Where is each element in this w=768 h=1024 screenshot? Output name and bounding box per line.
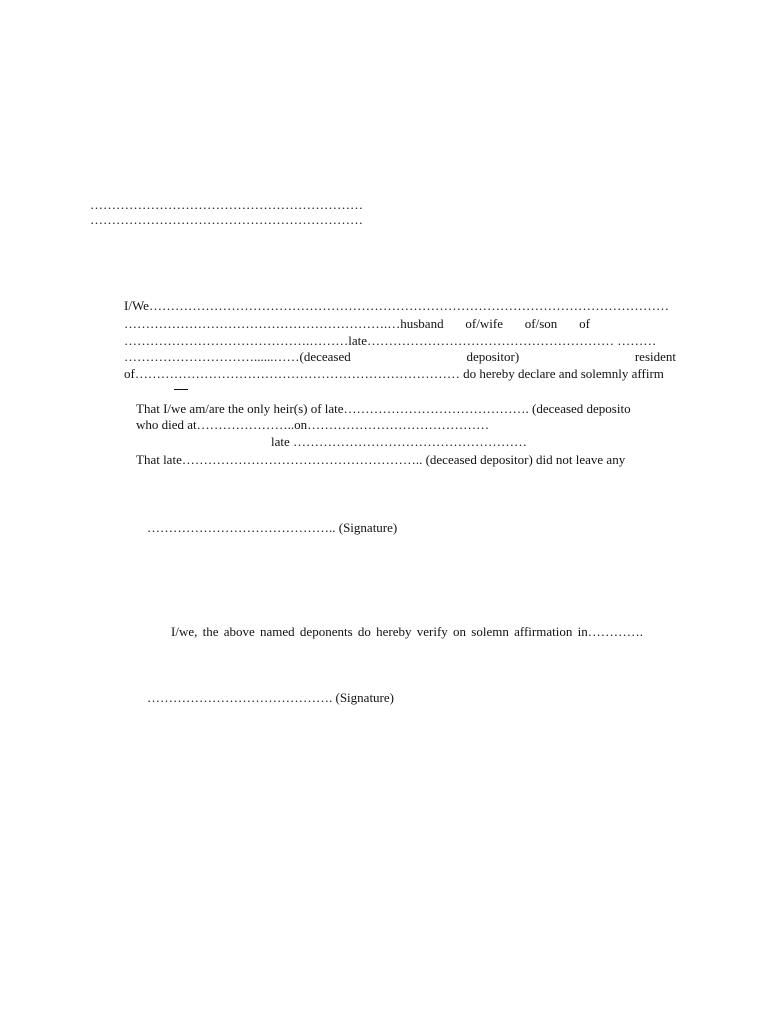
signature-line: ……………………………………. (Signature) xyxy=(147,690,394,705)
signature-line: …………………………………….. (Signature) xyxy=(147,520,398,535)
depositor-label: depositor) xyxy=(466,349,520,364)
resident-label: resident xyxy=(634,349,676,364)
statement-did-not-leave: That late……………………………………………….. (deceased depositor) did not leave any xyxy=(136,452,626,467)
verification-statement: I/we, the above named deponents do hereby verify on solemn affirmation in…………. xyxy=(171,624,643,639)
relation-of: of xyxy=(579,316,590,331)
declaration-late-line: …………………………………….………late………………………………………………… ……… xyxy=(124,333,657,348)
declaration-relation-line xyxy=(124,316,590,332)
header-dotted-line: ……………………………………………………… xyxy=(90,197,363,212)
declaration-affirm-line: of………………………………………………………………… do hereby declare and solemnly affirm xyxy=(124,366,664,381)
relation-wife: of/wife xyxy=(465,316,503,331)
deceased-label: …………………………......……(deceased xyxy=(124,349,351,364)
header-dotted-line: ……………………………………………………… xyxy=(90,212,363,227)
statement-late: late ……………………………………………… xyxy=(271,434,528,449)
dash-mark xyxy=(174,389,188,390)
relation-name-field: …………………………………………………….…husband xyxy=(124,316,444,331)
declaration-line: I/We………………………………………………………………………………………………………… xyxy=(124,298,669,313)
statement-died: who died at…………………..on…………………………………… xyxy=(136,417,490,432)
declaration-depositor-line xyxy=(124,349,676,365)
relation-son: of/son xyxy=(524,316,558,331)
statement-heir: That I/we am/are the only heir(s) of late……………………………………. (deceased deposito xyxy=(136,401,631,416)
